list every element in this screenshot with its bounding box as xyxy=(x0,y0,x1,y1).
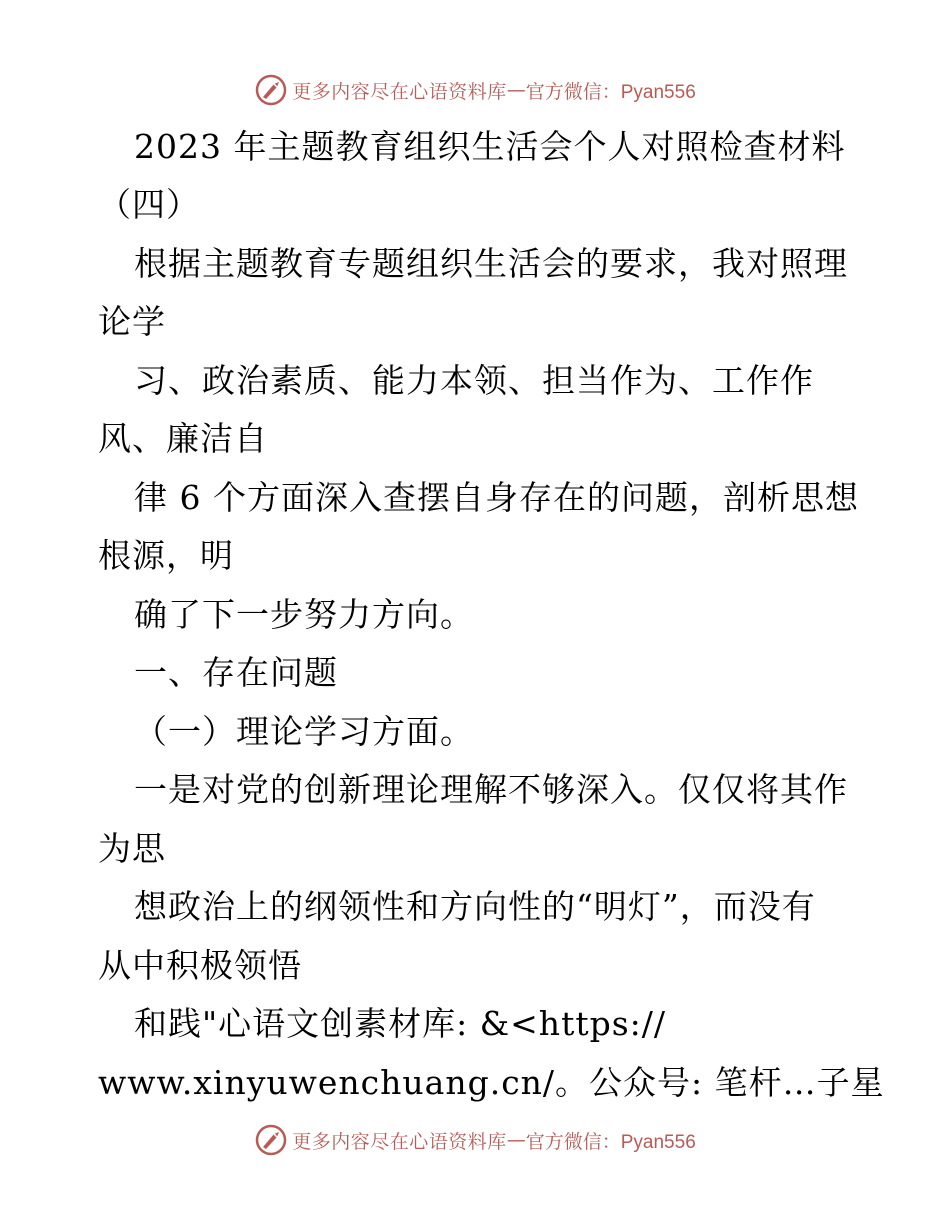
paragraph-line: 确了下一步努力方向。 xyxy=(134,595,474,634)
watermark-site-text: 更多内容尽在心语资料库 xyxy=(292,1130,507,1153)
document-title-suffix: （四） xyxy=(98,185,200,224)
watermark-separator: — xyxy=(506,1129,526,1151)
paragraph-line: 想政治上的纲领性和方向性的“明灯”，而没有 xyxy=(134,887,816,926)
paragraph-line: 为思 xyxy=(98,829,166,868)
watermark-separator: — xyxy=(506,79,526,101)
paragraph-line: 律 6 个方面深入查摆自身存在的问题，剖析思想 xyxy=(134,478,859,517)
pen-nib-logo-icon xyxy=(254,1123,288,1157)
watermark-site-text: 更多内容尽在心语资料库 xyxy=(292,80,507,103)
section-heading: 一、存在问题 xyxy=(134,653,338,692)
paragraph-line: 一是对党的创新理论理解不够深入。仅仅将其作 xyxy=(134,770,848,809)
paragraph-line: 根据主题教育专题组织生活会的要求，我对照理 xyxy=(134,244,848,283)
document-title: 2023 年主题教育组织生活会个人对照检查材料 xyxy=(134,127,846,166)
paragraph-line: 和践"心语文创素材库: &<https:// xyxy=(134,1004,667,1043)
watermark-wechat-text: 官方微信：Pyan556 xyxy=(525,81,696,103)
watermark-wechat-text: 官方微信：Pyan556 xyxy=(525,1131,696,1153)
paragraph-line: 风、廉洁自 xyxy=(98,419,268,458)
pen-nib-logo-icon xyxy=(254,73,288,107)
paragraph-line: 习、政治素质、能力本领、担当作为、工作作 xyxy=(134,361,814,400)
footer-watermark xyxy=(0,1120,950,1160)
paragraph-line: www.xinyuwenchuang.cn/。公众号: 笔杆…子星 xyxy=(98,1063,885,1102)
subsection-heading: （一）理论学习方面。 xyxy=(134,712,474,751)
paragraph-line: 从中积极领悟 xyxy=(98,946,302,985)
paragraph-line: 论学 xyxy=(98,302,166,341)
header-watermark xyxy=(0,70,950,110)
paragraph-line: 根源，明 xyxy=(98,536,234,575)
